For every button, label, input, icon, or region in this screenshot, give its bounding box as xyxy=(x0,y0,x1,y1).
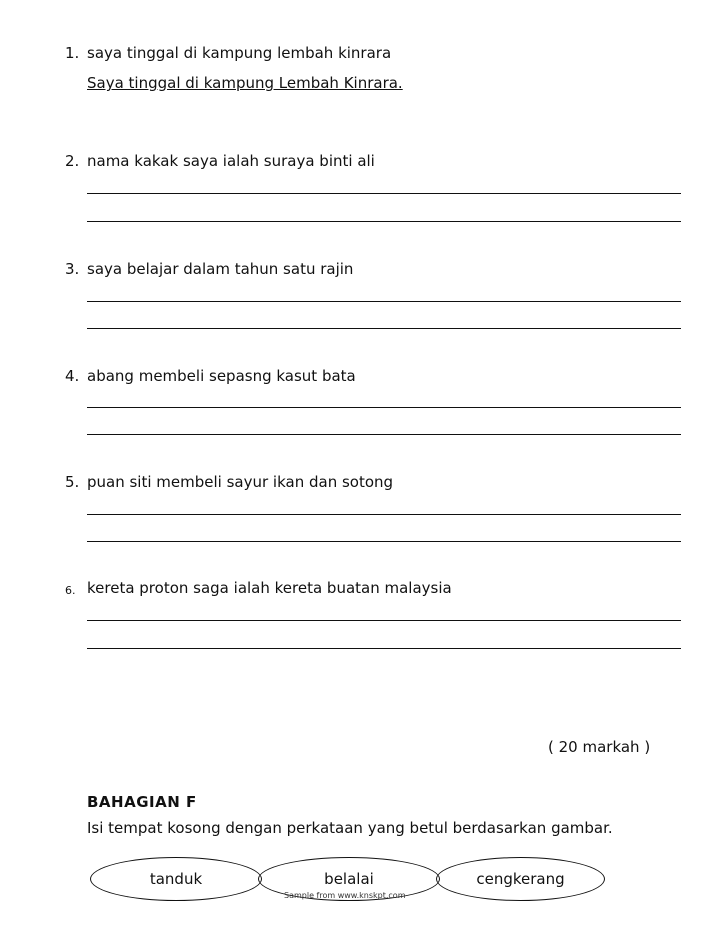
question-4-number: 4. xyxy=(65,367,80,385)
word-bank-cengkerang xyxy=(436,857,605,901)
answer-line[interactable] xyxy=(87,301,681,302)
question-2-number: 2. xyxy=(65,152,80,170)
question-5-text: puan siti membeli sayur ikan dan sotong xyxy=(87,473,394,491)
answer-line[interactable] xyxy=(87,541,681,542)
word-bank-label: belalai xyxy=(324,870,374,888)
section-heading: BAHAGIAN F xyxy=(87,793,197,811)
footer-watermark: Sample from www.knskpt.com xyxy=(284,891,406,900)
question-6-number: 6. xyxy=(65,584,76,597)
word-bank-tanduk xyxy=(90,857,262,901)
section-instruction: Isi tempat kosong dengan perkataan yang betul berdasarkan gambar. xyxy=(87,819,613,837)
answer-line[interactable] xyxy=(87,620,681,621)
question-1-sample-answer: Saya tinggal di kampung Lembah Kinrara. xyxy=(87,74,403,92)
answer-line[interactable] xyxy=(87,434,681,435)
question-3-number: 3. xyxy=(65,260,80,278)
question-4-text: abang membeli sepasng kasut bata xyxy=(87,367,356,385)
question-2-text: nama kakak saya ialah suraya binti ali xyxy=(87,152,375,170)
question-1-text: saya tinggal di kampung lembah kinrara xyxy=(87,44,392,62)
question-6-text: kereta proton saga ialah kereta buatan malaysia xyxy=(87,579,452,597)
question-5-number: 5. xyxy=(65,473,80,491)
answer-line[interactable] xyxy=(87,407,681,408)
answer-line[interactable] xyxy=(87,328,681,329)
answer-line[interactable] xyxy=(87,221,681,222)
answer-line[interactable] xyxy=(87,514,681,515)
question-3-text: saya belajar dalam tahun satu rajin xyxy=(87,260,354,278)
total-marks: ( 20 markah ) xyxy=(548,738,651,756)
answer-line[interactable] xyxy=(87,648,681,649)
word-bank-label: cengkerang xyxy=(476,870,565,888)
answer-line[interactable] xyxy=(87,193,681,194)
question-1-number: 1. xyxy=(65,44,80,62)
word-bank-label: tanduk xyxy=(149,870,203,888)
